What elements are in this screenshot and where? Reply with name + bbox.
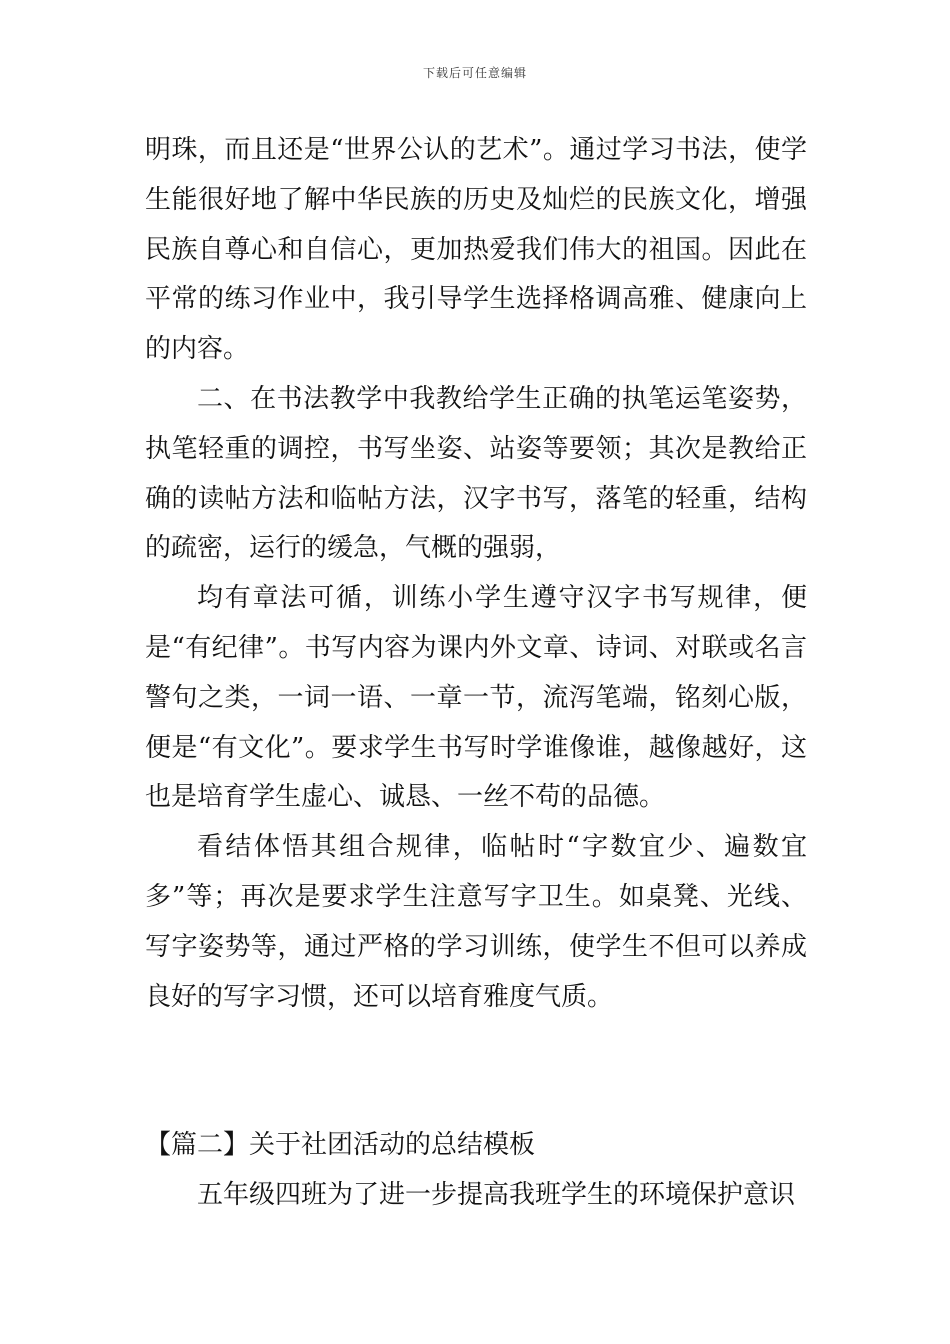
paragraph-writing-rules: 均有章法可循，训练小学生遵守汉字书写规律，便是“有纪律”。书写内容为课内外文章、诗词、对联或名言警句之类，一词一语、一章一节，流泻笔端，铭刻心版，便是“有文化”。要求学生书写时学谁像谁，越像越好，这也是培育学生虚心、诚恳、一丝不苟的品德。 xyxy=(145,583,807,813)
section-heading: 【篇二】关于社团活动的总结模板 xyxy=(145,1130,536,1161)
paragraph-continuation: 明珠，而且还是“世界公认的艺术”。通过学习书法，使学生能很好地了解中华民族的历史及灿烂的民族文化，增强民族自尊心和自信心，更加热爱我们伟大的祖国。因此在平常的练习作业中，我引导学生选择格调高雅、健康向上的内容。 xyxy=(145,135,807,365)
section-spacer xyxy=(145,1022,807,1121)
section-first-paragraph: 五年级四班为了进一步提高我班学生的环境保护意识 xyxy=(197,1180,796,1211)
paragraph-writing-habits: 看结体悟其组合规律，临帖时“字数宜少、遍数宜多”等；再次是要求学生注意写字卫生。如桌凳、光线、写字姿势等，通过严格的学习训练，使学生不但可以养成良好的写字习惯，还可以培育雅度气质。 xyxy=(145,832,807,1012)
page-header-note: 下载后可任意编辑 xyxy=(422,66,527,80)
paragraph-calligraphy-technique: 二、在书法教学中我教给学生正确的执笔运笔姿势，执笔轻重的调控，书写坐姿、站姿等要领；其次是教给正确的读帖方法和临帖方法，汉字书写，落笔的轻重，结构的疏密，运行的缓急，气概的强弱， xyxy=(145,383,807,564)
document-body xyxy=(145,126,807,1221)
